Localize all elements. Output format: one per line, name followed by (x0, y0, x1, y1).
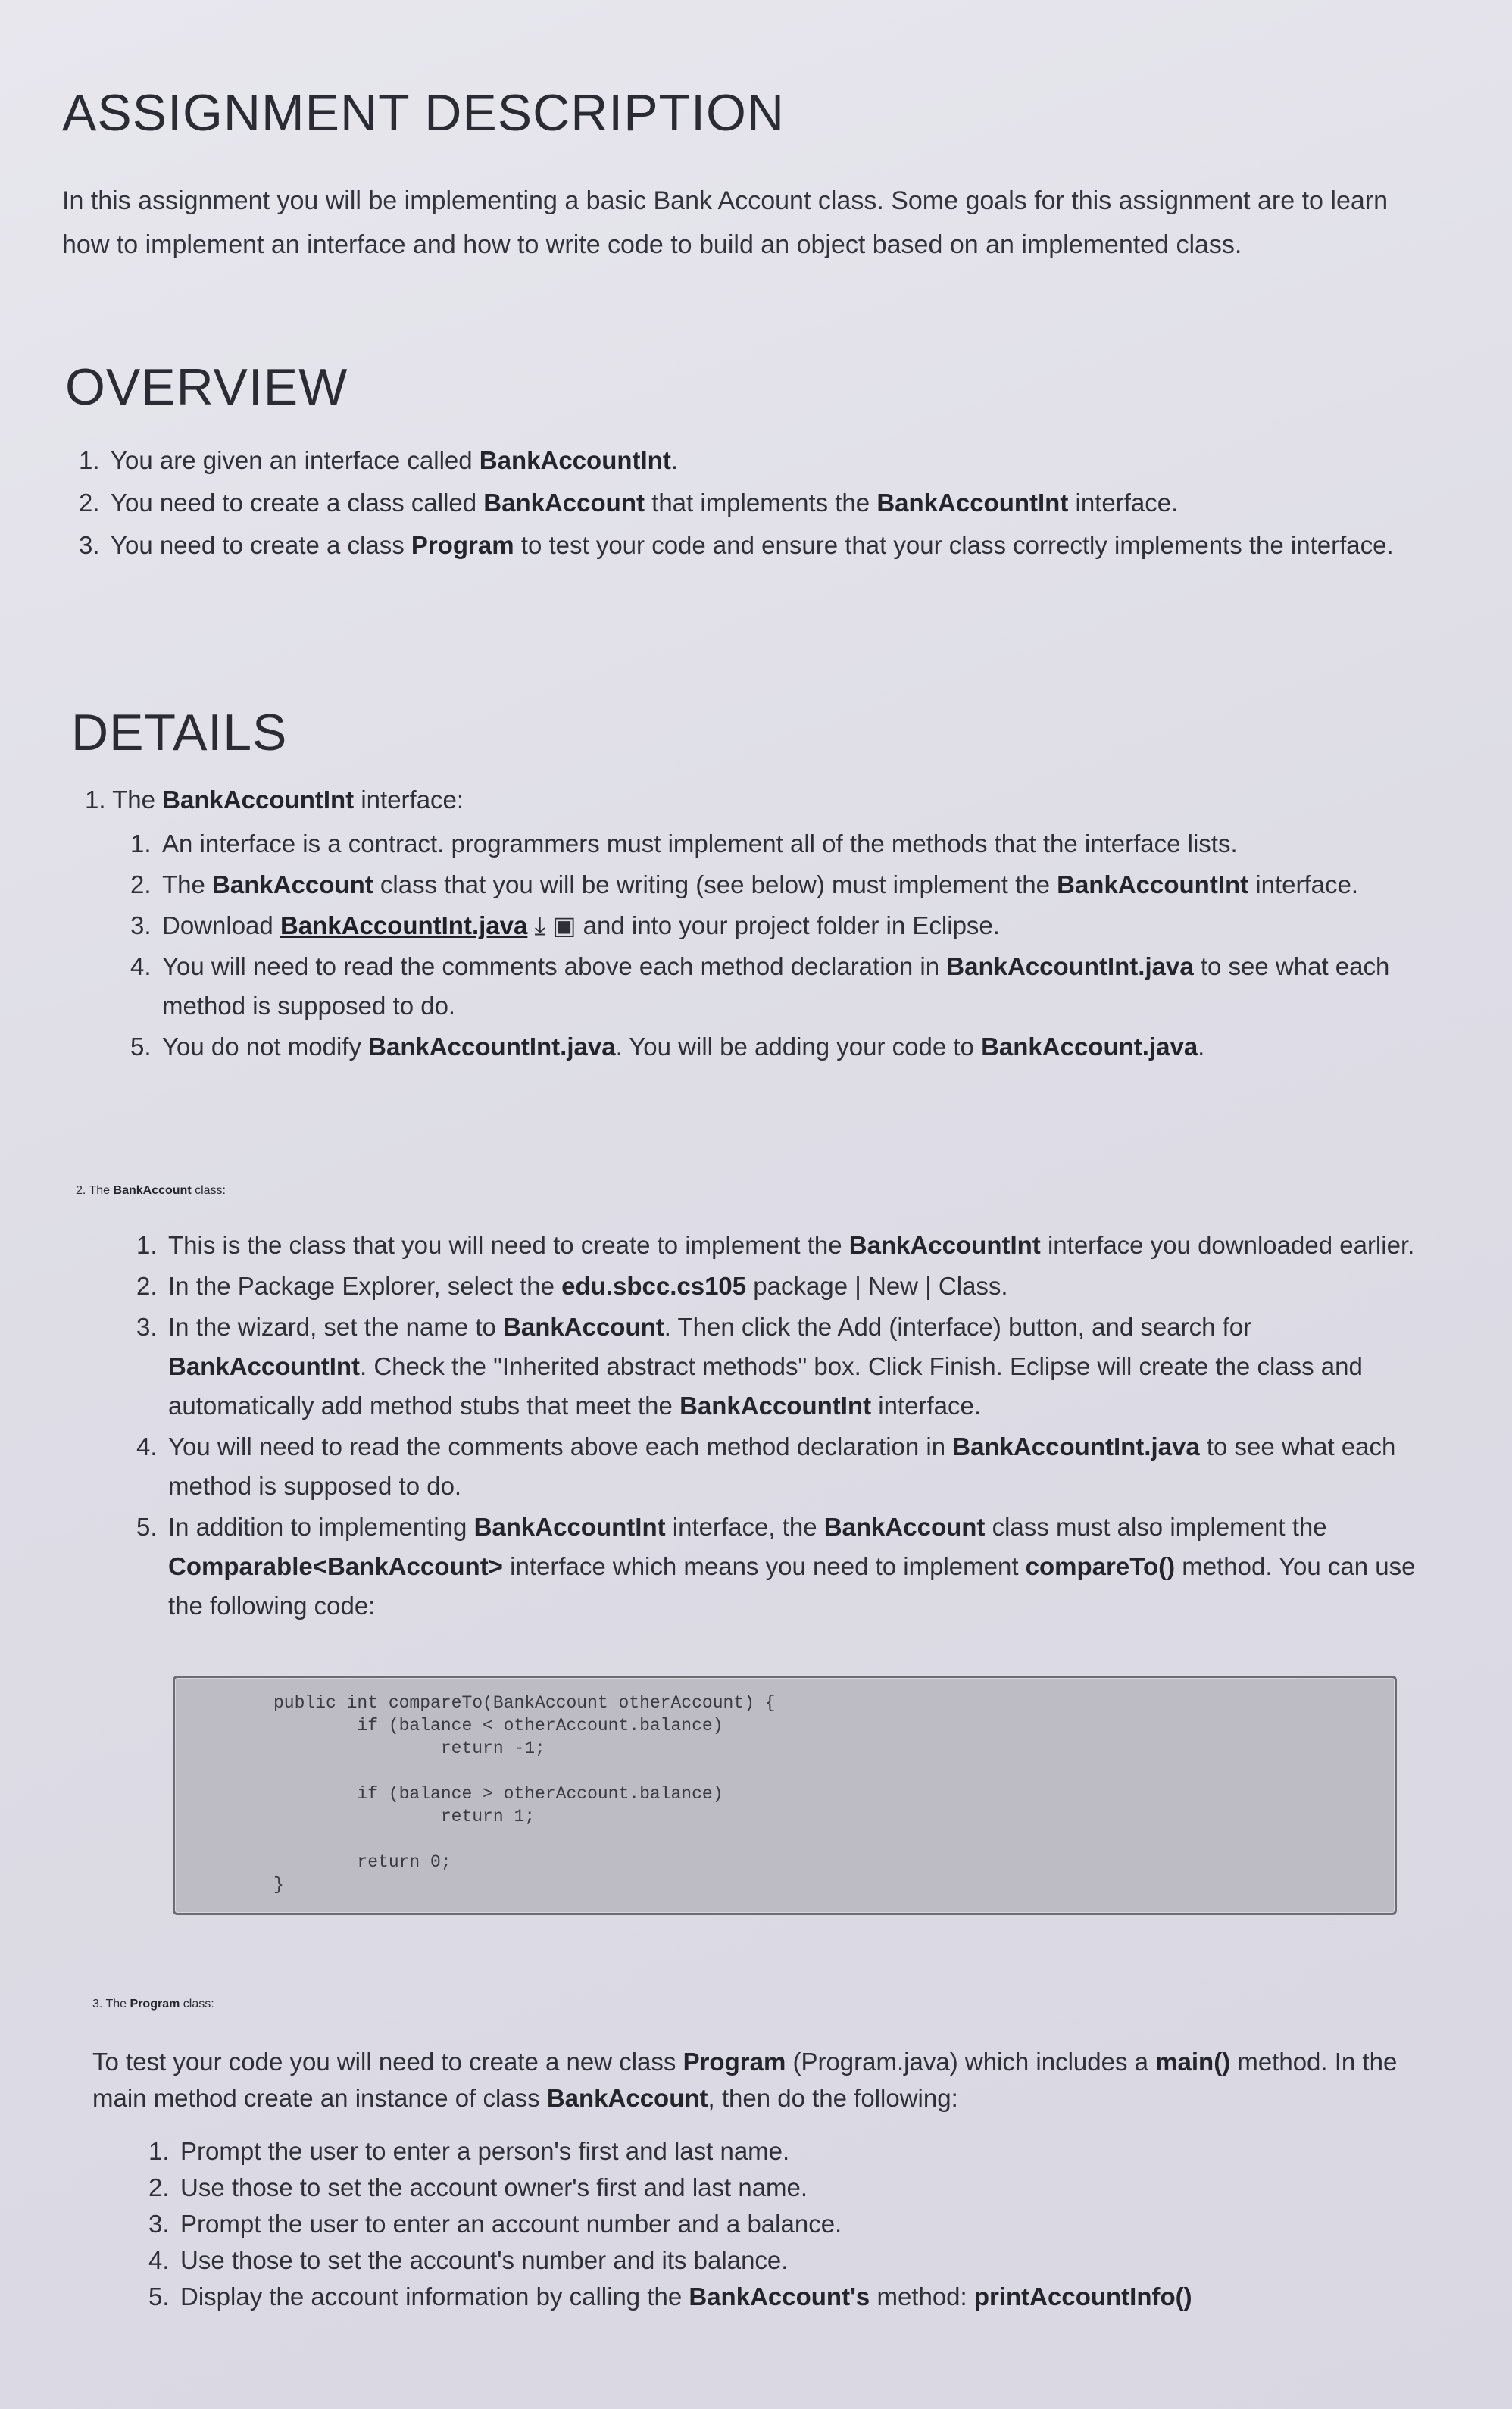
details-section-bankaccount (76, 1171, 1424, 1627)
item-text: You are given an interface called BankAccountInt. (111, 446, 678, 474)
interface-steps (130, 824, 1418, 1067)
list-item (79, 483, 1412, 523)
list-item: 2. In the Package Explorer, select the edu.sbcc.cs105 package | New | Class. (136, 1272, 1008, 1300)
details-heading: DETAILS (71, 704, 288, 761)
section-label: 2. The BankAccount class: (76, 1184, 226, 1197)
overview-list (79, 441, 1412, 568)
item-text: You need to create a class Program to test your code and ensure that your class correctly implements the interface. (111, 531, 1394, 559)
list-item: 4. Use those to set the account's number and its balance. (148, 2246, 789, 2274)
overview-heading: OVERVIEW (65, 358, 348, 416)
compareto-code: public int compareTo(BankAccount otherAccount) { if (balance < otherAccount.balance) return -1; if (balance > otherAccount.balance) return 1; return 0; } (273, 1693, 776, 1895)
program-steps (148, 2133, 1426, 2315)
details-section-program (92, 1985, 1426, 2315)
section-label: 1. The BankAccountInt interface: (85, 786, 464, 814)
list-item: 4. You will need to read the comments above each method declaration in BankAccountInt.java to see what each method is supposed to do. (136, 1433, 1396, 1500)
list-item: 1. This is the class that you will need to create to implement the BankAccountInt interface you downloaded earlier. (136, 1231, 1415, 1259)
item-number: 3. (79, 531, 100, 559)
item-number: 2. (79, 489, 100, 517)
list-item: 1. Prompt the user to enter a person's first and last name. (148, 2137, 790, 2165)
list-item: 5. In addition to implementing BankAccountInt interface, the BankAccount class must also implement the Comparable<BankAccount> interface which means you need to implement compareTo() method. You can use the following code: (136, 1513, 1416, 1620)
list-item: 3. In the wizard, set the name to BankAccount. Then click the Add (interface) button, and search for BankAccountInt. Check the "Inherited abstract methods" box. Click Finish. Eclipse will create the class and automatically add method stubs that meet the BankAccountInt interface. (136, 1313, 1363, 1420)
list-item: 2. Use those to set the account owner's first and last name. (148, 2173, 808, 2201)
list-item: 4. You will need to read the comments above each method declaration in BankAccountInt.java to see what each method is supposed to do. (130, 952, 1390, 1020)
details-section-interface (85, 780, 1418, 1068)
list-item: 3. Prompt the user to enter an account number and a balance. (148, 2210, 842, 2238)
item-number: 1. (79, 446, 100, 474)
program-description: To test your code you will need to create a new class Program (Program.java) which includes a main() method. In the main method create an instance of class BankAccount, then do the following: (92, 2048, 1398, 2112)
assignment-description: In this assignment you will be implementing a basic Bank Account class. Some goals for this assignment are to learn how to implement an interface and how to write code to build an object based on an implemented class. (62, 186, 1388, 259)
list-item: 5. You do not modify BankAccountInt.java. You will be adding your code to BankAccount.java. (130, 1033, 1205, 1061)
section-label: 3. The Program class: (92, 1998, 214, 2011)
list-item: 5. Display the account information by calling the BankAccount's method: printAccountInfo() (148, 2282, 1192, 2311)
list-item (79, 441, 1412, 480)
assignment-heading: ASSIGNMENT DESCRIPTION (62, 84, 785, 142)
download-icon[interactable]: ⤓ ▣ (527, 911, 583, 939)
code-block (173, 1676, 1397, 1915)
list-item: 1. An interface is a contract. programmers must implement all of the methods that the interface lists. (130, 830, 1238, 858)
list-item: 2. The BankAccount class that you will be writing (see below) must implement the BankAccountInt interface. (130, 870, 1359, 898)
bankaccount-steps (136, 1226, 1424, 1626)
list-item: 3. Download BankAccountInt.java ⤓ ▣ and into your project folder in Eclipse. (130, 911, 1000, 939)
download-link[interactable]: BankAccountInt.java (280, 911, 528, 939)
item-text: You need to create a class called BankAccount that implements the BankAccountInt interface. (111, 489, 1179, 517)
list-item (79, 526, 1412, 565)
